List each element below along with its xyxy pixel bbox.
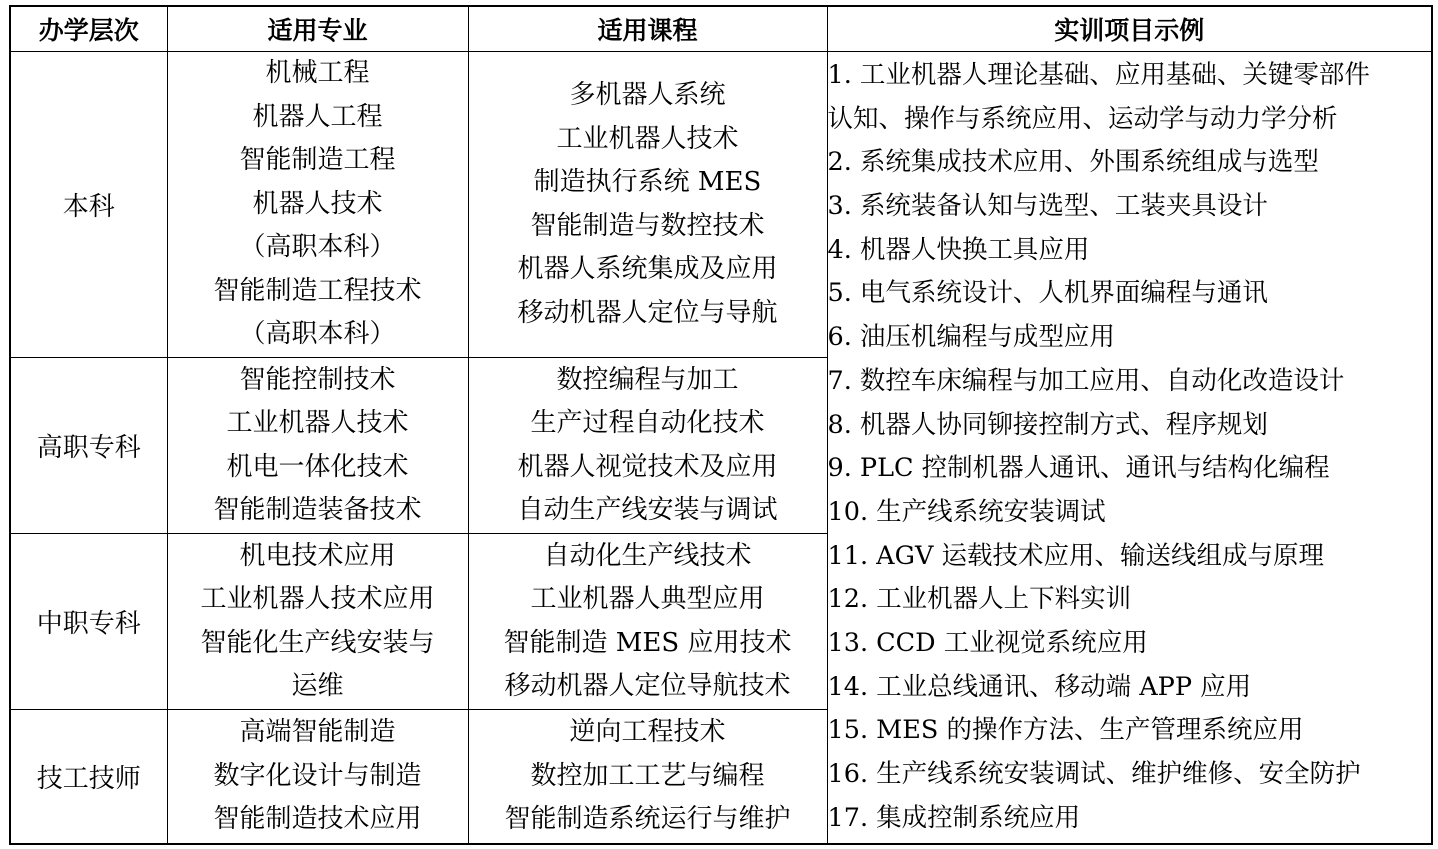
project-item: 1. 工业机器人理论基础、应用基础、关键零部件 [827,59,1370,90]
majors-cell [167,358,468,534]
level-cell: 高职专科 [10,358,167,534]
projects-cell [827,52,1432,844]
course-item: 智能制造系统运行与维护 [504,804,791,834]
major-item: （高职本科） [239,319,396,350]
courses-cell [468,358,827,534]
majors-cell [167,534,468,710]
level-cell: 技工技师 [10,710,167,844]
project-item: 12. 工业机器人上下料实训 [827,584,1132,615]
header-level: 办学层次 [10,6,167,52]
project-item: 13. CCD 工业视觉系统应用 [827,628,1148,659]
course-item: 生产过程自动化技术 [530,408,765,438]
major-item: 机电一体化技术 [226,451,409,482]
major-item: 机电技术应用 [239,540,396,571]
project-item: 3. 系统装备认知与选型、工装夹具设计 [827,191,1268,222]
project-item: 6. 油压机编程与成型应用 [827,322,1115,353]
course-item: 逆向工程技术 [569,717,726,747]
header-row [10,6,1432,52]
major-item: 机械工程 [265,58,370,89]
major-item: 智能制造装备技术 [213,495,422,525]
project-item: 16. 生产线系统安装调试、维护维修、安全防护 [827,759,1361,790]
major-item: 智能制造工程 [239,145,396,176]
course-item: 移动机器人定位导航技术 [504,671,791,701]
level-cell: 本科 [10,52,167,358]
course-item: 数控编程与加工 [556,364,739,395]
course-item: 工业机器人技术 [556,123,739,154]
major-item: 机器人工程 [252,101,383,132]
course-item: 工业机器人典型应用 [530,584,765,614]
course-item: 智能制造 MES 应用技术 [503,627,792,658]
header-projects: 实训项目示例 [827,6,1432,52]
level-cell: 中职专科 [10,534,167,710]
course-item: 自动生产线安装与调试 [517,495,778,525]
project-item: 2. 系统集成技术应用、外围系统组成与选型 [827,147,1319,178]
major-item: 运维 [291,671,344,701]
major-item: 工业机器人技术 [226,408,409,438]
training-table [9,5,1433,845]
project-item: 11. AGV 运载技术应用、输送线组成与原理 [827,540,1324,571]
major-item: 工业机器人技术应用 [200,584,435,614]
major-item: 智能控制技术 [239,364,396,395]
course-item: 机器人视觉技术及应用 [517,451,778,482]
project-item: 5. 电气系统设计、人机界面编程与通讯 [827,278,1268,309]
majors-cell [167,52,468,358]
project-item: 8. 机器人协同铆接控制方式、程序规划 [827,409,1268,440]
courses-cell [468,52,827,358]
major-item: 数字化设计与制造 [213,760,422,791]
project-item: 14. 工业总线通讯、移动端 APP 应用 [827,671,1252,702]
course-item: 移动机器人定位与导航 [517,297,778,328]
major-item: 机器人技术 [252,188,383,219]
major-item: 智能制造工程技术 [213,275,422,306]
header-courses: 适用课程 [468,6,827,52]
course-item: 自动化生产线技术 [543,540,752,571]
project-item: 认知、操作与系统应用、运动学与动力学分析 [827,103,1338,134]
project-item: 9. PLC 控制机器人通讯、通讯与结构化编程 [827,453,1330,484]
table-row-undergraduate [10,52,1432,358]
major-item: 高端智能制造 [239,717,396,747]
course-item: 机器人系统集成及应用 [517,254,778,284]
course-item: 数控加工工艺与编程 [530,760,765,791]
major-item: （高职本科） [239,232,396,263]
course-item: 多机器人系统 [569,80,726,110]
courses-cell [468,710,827,844]
header-majors: 适用专业 [167,6,468,52]
project-item: 10. 生产线系统安装调试 [827,496,1106,527]
majors-cell [167,710,468,844]
project-item: 15. MES 的操作方法、生产管理系统应用 [827,715,1304,746]
project-item: 17. 集成控制系统应用 [827,802,1081,833]
courses-cell [468,534,827,710]
major-item: 智能化生产线安装与 [200,627,435,658]
major-item: 智能制造技术应用 [213,804,422,834]
project-item: 7. 数控车床编程与加工应用、自动化改造设计 [827,365,1345,396]
course-item: 智能制造与数控技术 [530,210,765,241]
project-item: 4. 机器人快换工具应用 [827,234,1090,265]
course-item: 制造执行系统 MES [533,167,762,197]
